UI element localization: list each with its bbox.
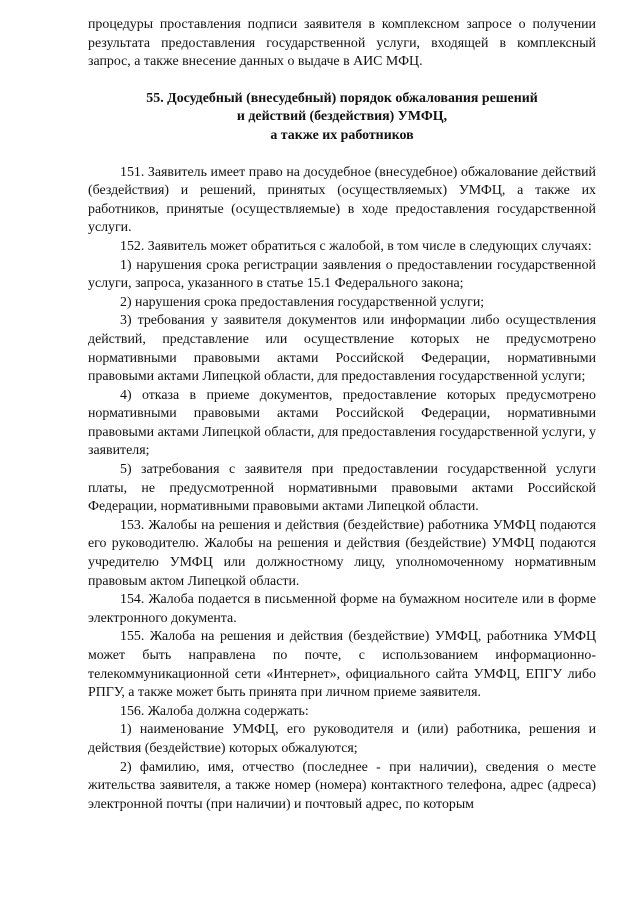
paragraph-152-item-3: 3) требования у заявителя документов или информации либо осуществления действий, представление или осуществление которых не предусмотрено нормативными правовыми актами Российской Федерации, нормативными правовыми актами Липецкой области, для предоставления государственной услуги; bbox=[88, 313, 596, 385]
section-heading-line-3: а также их работников bbox=[270, 127, 414, 143]
paragraph-152-item-1: 1) нарушения срока регистрации заявления о предоставлении государственной услуги, запроса, указанного в статье 15.1 Федерального закона; bbox=[88, 257, 596, 292]
paragraph-156-item-2: 2) фамилию, имя, отчество (последнее - при наличии), сведения о месте жительства заявителя, а также номер (номера) контактного телефона, адрес (адреса) электронной почты (при наличии) и почтовый адрес, по которым bbox=[88, 759, 596, 812]
paragraph-151: 151. Заявитель имеет право на досудебное (внесудебное) обжалование действий (бездействия) и решений, принятых (осуществляемых) УМФЦ, а также их работников, принятые (осуществляемые) в ходе предоставления государственной услуги. bbox=[88, 164, 596, 236]
paragraph-152-item-5: 5) затребования с заявителя при предоставлении государственной услуги платы, не предусмотренной нормативными правовыми актами Российской Федерации, нормативными правовыми актами Липецкой области. bbox=[88, 462, 596, 515]
paragraph-155: 155. Жалоба на решения и действия (бездействие) УМФЦ, работника УМФЦ может быть направлена по почте, с использованием информационно-телекоммуникационной сети «Интернет», официального сайта УМФЦ, ЕПГУ либо РПГУ, а также может быть принята при личном приеме заявителя. bbox=[88, 629, 596, 701]
paragraph-156-item-1: 1) наименование УМФЦ, его руководителя и (или) работника, решения и действия (бездействие) которых обжалуются; bbox=[88, 722, 596, 756]
section-heading-line-1: 55. Досудебный (внесудебный) порядок обжалования решений bbox=[146, 90, 538, 106]
paragraph-156: 156. Жалоба должна содержать: bbox=[120, 703, 309, 719]
document-page bbox=[88, 16, 596, 814]
paragraph-152: 152. Заявитель может обратиться с жалобой, в том числе в следующих случаях: bbox=[120, 238, 592, 254]
paragraph-154: 154. Жалоба подается в письменной форме на бумажном носителе или в форме электронного документа. bbox=[88, 592, 596, 626]
paragraph-153: 153. Жалобы на решения и действия (бездействие) работника УМФЦ подаются его руководителю. Жалобы на решения и действия (бездействие) УМФЦ подаются учредителю УМФЦ или должностному лицу, уполномоченному нормативным правовым актом Липецкой области. bbox=[88, 517, 596, 589]
section-heading-line-2: и действий (бездействия) УМФЦ, bbox=[236, 109, 448, 125]
section-heading bbox=[88, 90, 596, 146]
paragraph-152-item-4: 4) отказа в приеме документов, предоставление которых предусмотрено нормативными правовыми актами Российской Федерации, нормативными правовыми актами Липецкой области, для предоставления государственной услуги, у заявителя; bbox=[88, 387, 596, 459]
paragraph-152-item-2: 2) нарушения срока предоставления государственной услуги; bbox=[120, 294, 485, 310]
intro-paragraph: процедуры проставления подписи заявителя в комплексном запросе о получении результата предоставления государственной услуги, входящей в комплексный запрос, а также внесение данных о выдаче в АИС МФЦ. bbox=[88, 17, 596, 70]
